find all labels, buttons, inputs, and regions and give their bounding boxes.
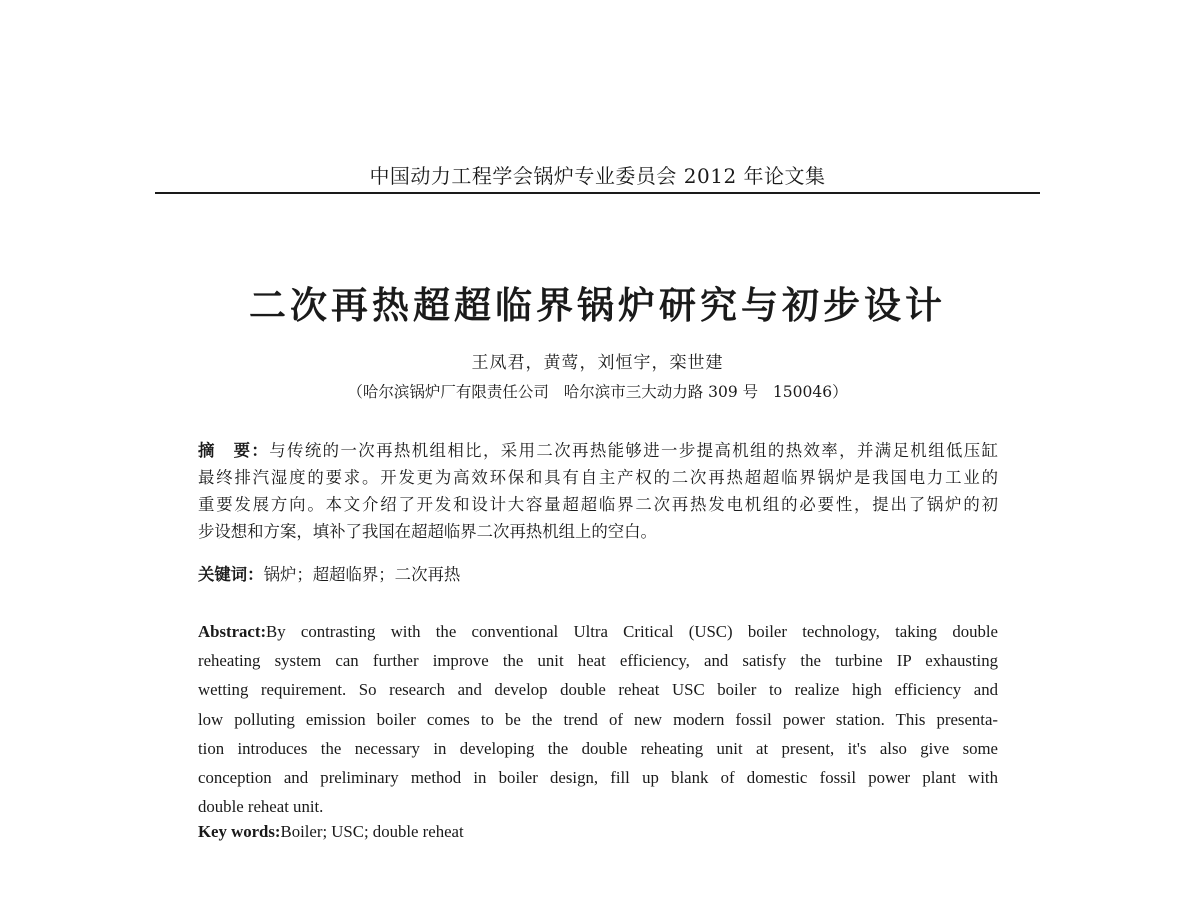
running-header: 中国动力工程学会锅炉专业委员会 2012 年论文集 bbox=[369, 164, 826, 188]
header-rule bbox=[155, 192, 1040, 194]
abstract-en-line: conception and preliminary method in boiler design, fill up blank of domestic fossil power plant with bbox=[198, 768, 998, 788]
keywords-cn-label: 关键词： bbox=[198, 565, 264, 584]
abstract-en-label: Abstract: bbox=[198, 622, 267, 641]
keywords-cn-text: 锅炉；超超临界；二次再热 bbox=[263, 565, 461, 584]
keywords-cn bbox=[198, 561, 460, 585]
keywords-en-label: Key words: bbox=[198, 822, 281, 841]
abstract-en-line bbox=[198, 617, 998, 646]
abstract-cn-line: 最终排汽湿度的要求。开发更为高效环保和具有自主产权的二次再热超超临界锅炉是我国电力工业的 bbox=[198, 468, 998, 487]
abstract-cn-label: 摘 要： bbox=[198, 441, 270, 460]
paper-title: 二次再热超超临界锅炉研究与初步设计 bbox=[249, 284, 946, 327]
abstract-en-line: reheating system can further improve the unit heat efficiency, and satisfy the turbine IP exhausting bbox=[198, 651, 998, 671]
abstract-en bbox=[198, 617, 998, 821]
abstract-en-line: wetting requirement. So research and develop double reheat USC boiler to realize high efficiency and bbox=[198, 680, 998, 700]
abstract-en-line: double reheat unit. bbox=[198, 797, 324, 817]
author-list: 王凤君，黄莺，刘恒宇，栾世建 bbox=[471, 353, 724, 373]
abstract-cn bbox=[198, 437, 998, 545]
abstract-cn-line: 重要发展方向。本文介绍了开发和设计大容量超超临界二次再热发电机组的必要性，提出了锅炉的初 bbox=[198, 495, 998, 514]
abstract-cn-line: 步设想和方案，填补了我国在超超临界二次再热机组上的空白。 bbox=[198, 522, 657, 541]
keywords-en-text: Boiler; USC; double reheat bbox=[280, 822, 464, 841]
abstract-en-line: tion introduces the necessary in developing the double reheating unit at present, it's also give some bbox=[198, 738, 998, 758]
abstract-cn-line bbox=[198, 437, 998, 464]
abstract-en-line: low polluting emission boiler comes to be the trend of new modern fossil power station. This presenta- bbox=[198, 709, 998, 729]
author-affiliation: （哈尔滨锅炉厂有限责任公司 哈尔滨市三大动力路 309 号 150046） bbox=[347, 383, 848, 401]
keywords-en bbox=[198, 822, 464, 842]
abstract-cn-text: 与传统的一次再热机组相比，采用二次再热能够进一步提高机组的热效率，并满足机组低压缸 bbox=[269, 441, 998, 460]
abstract-en-text: By contrasting with the conventional Ultra Critical (USC) boiler technology, taking double bbox=[266, 622, 998, 641]
